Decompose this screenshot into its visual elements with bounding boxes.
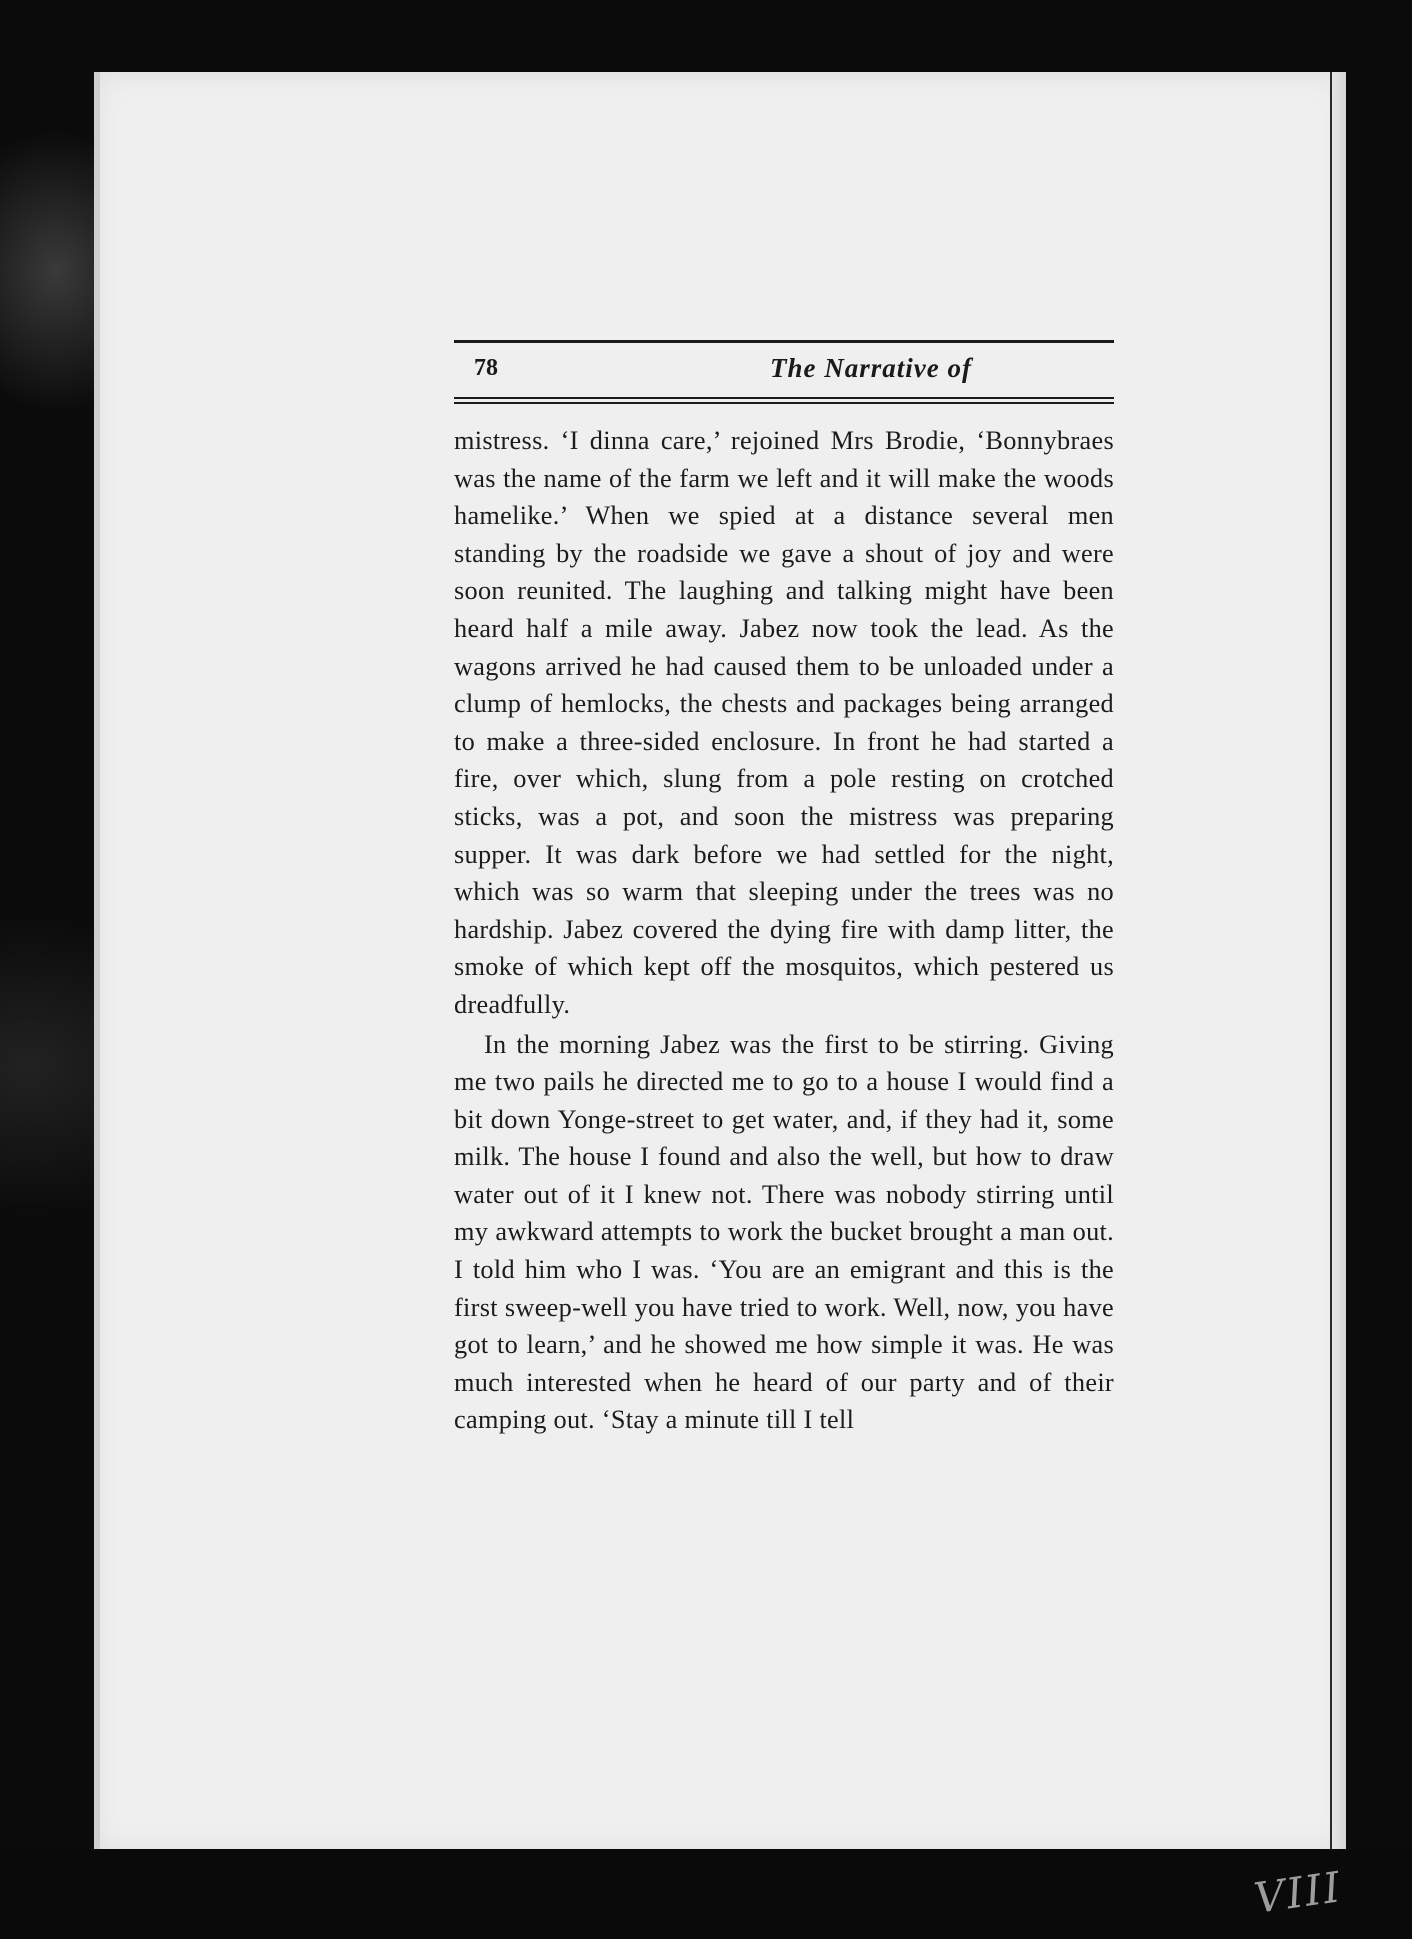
paragraph: In the morning Jabez was the first to be stirring. Giving me two pails he directed me to go to a house I would find a bit down Yonge-street to get water, and, if they had it, some milk. The house I found and also the well, but how to draw water out of it I knew not. There was nobody stirring until my awkward attempts to work the bucket brought a man out. I told him who I was. ‘You are an emigrant and this is the first sweep-well you have tried to work. Well, now, you have got to learn,’ and he showed me how simple it was. He was much interested when he heard of our party and of their camping out. ‘Stay a minute till I tell bbox=[454, 1029, 1114, 1435]
page-left-edge bbox=[94, 72, 100, 1852]
running-head: The Narrative of bbox=[770, 353, 972, 383]
page-number: 78 bbox=[474, 355, 498, 381]
page-header bbox=[454, 343, 1114, 397]
header-bottom-rule bbox=[454, 397, 1114, 399]
page-right-edge bbox=[1330, 72, 1346, 1852]
text-block bbox=[454, 340, 1114, 1439]
body-text bbox=[454, 422, 1114, 1439]
header-bottom-rule-second bbox=[454, 402, 1114, 404]
paragraph: mistress. ‘I dinna care,’ rejoined Mrs Brodie, ‘Bonnybraes was the name of the farm we left and it will make the woods hamelike.’ When we spied at a distance several men standing by the roadside we gave a shout of joy and were soon reunited. The laughing and talking might have been heard half a mile away. Jabez now took the lead. As the wagons arrived he had caused them to be unloaded under a clump of hemlocks, the chests and packages being arranged to make a three-sided enclosure. In front he had started a fire, over which, slung from a pole resting on crotched sticks, was a pot, and soon the mistress was preparing supper. It was dark before we had settled for the night, which was so warm that sleeping under the trees was no hardship. Jabez covered the dying fire with damp litter, the smoke of which kept off the mosquitos, which pestered us dreadfully. bbox=[454, 426, 1114, 1019]
corner-stamp: VIII bbox=[1250, 1862, 1345, 1923]
scan-bottom-shadow bbox=[0, 1849, 1412, 1939]
